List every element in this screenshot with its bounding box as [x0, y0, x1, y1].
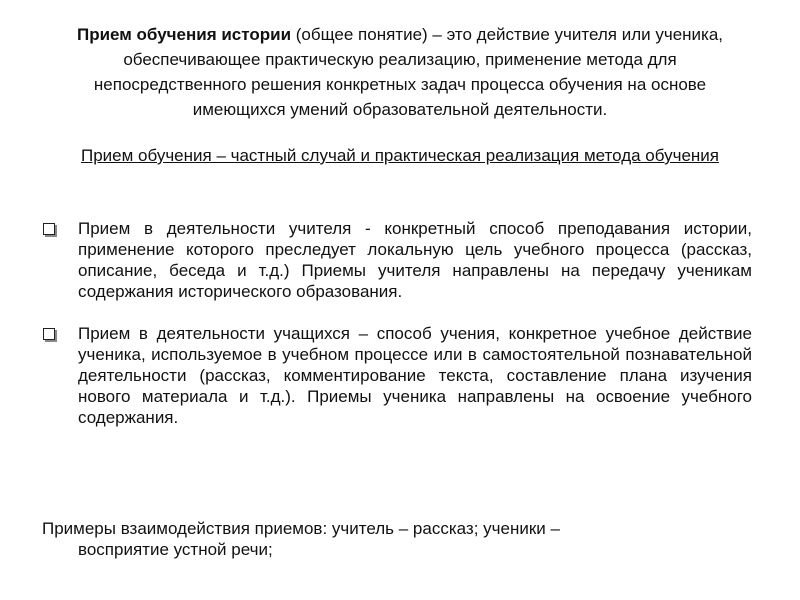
- bullet-teacher-technique: [40, 218, 752, 302]
- definition-text: – это действие учителя или ученика, обеспечивающее практическую реализацию, применение метода для непосредственного решения конкретных задач процесса обучения на основе имеющихся умений образовательной деятельности.: [93, 25, 724, 119]
- bullet-text: Прием в деятельности учителя - конкретный способ преподавания истории, применение которого преследует локальную цель учебного процесса (рассказ, описание, беседа и т.д.) Приемы учителя направлены на передачу ученикам содержания исторического образования.: [78, 219, 752, 301]
- checkbox-bullet-icon: [43, 223, 55, 235]
- examples-line-2: восприятие устной речи;: [78, 540, 273, 559]
- definition-qualifier: (общее понятие): [291, 25, 428, 44]
- bullet-text: Прием в деятельности учащихся – способ учения, конкретное учебное действие ученика, используемое в учебном процессе или в самостоятельной познавательной деятельности (рассказ, комментирование текста, составление плана изучения нового материала и т.д.). Приемы ученика направлены на освоение учебного содержания.: [78, 324, 752, 427]
- examples-line-1: Примеры взаимодействия приемов: учитель – рассказ; ученики –: [42, 519, 560, 538]
- subheading: Прием обучения – частный случай и практическая реализация метода обучения: [80, 146, 720, 165]
- checkbox-bullet-icon: [43, 328, 55, 340]
- examples-paragraph: [42, 518, 752, 560]
- bullet-student-technique: [40, 323, 752, 428]
- definition-paragraph: [48, 22, 752, 122]
- bullet-list: [40, 218, 752, 449]
- definition-term: Прием обучения истории: [76, 25, 292, 44]
